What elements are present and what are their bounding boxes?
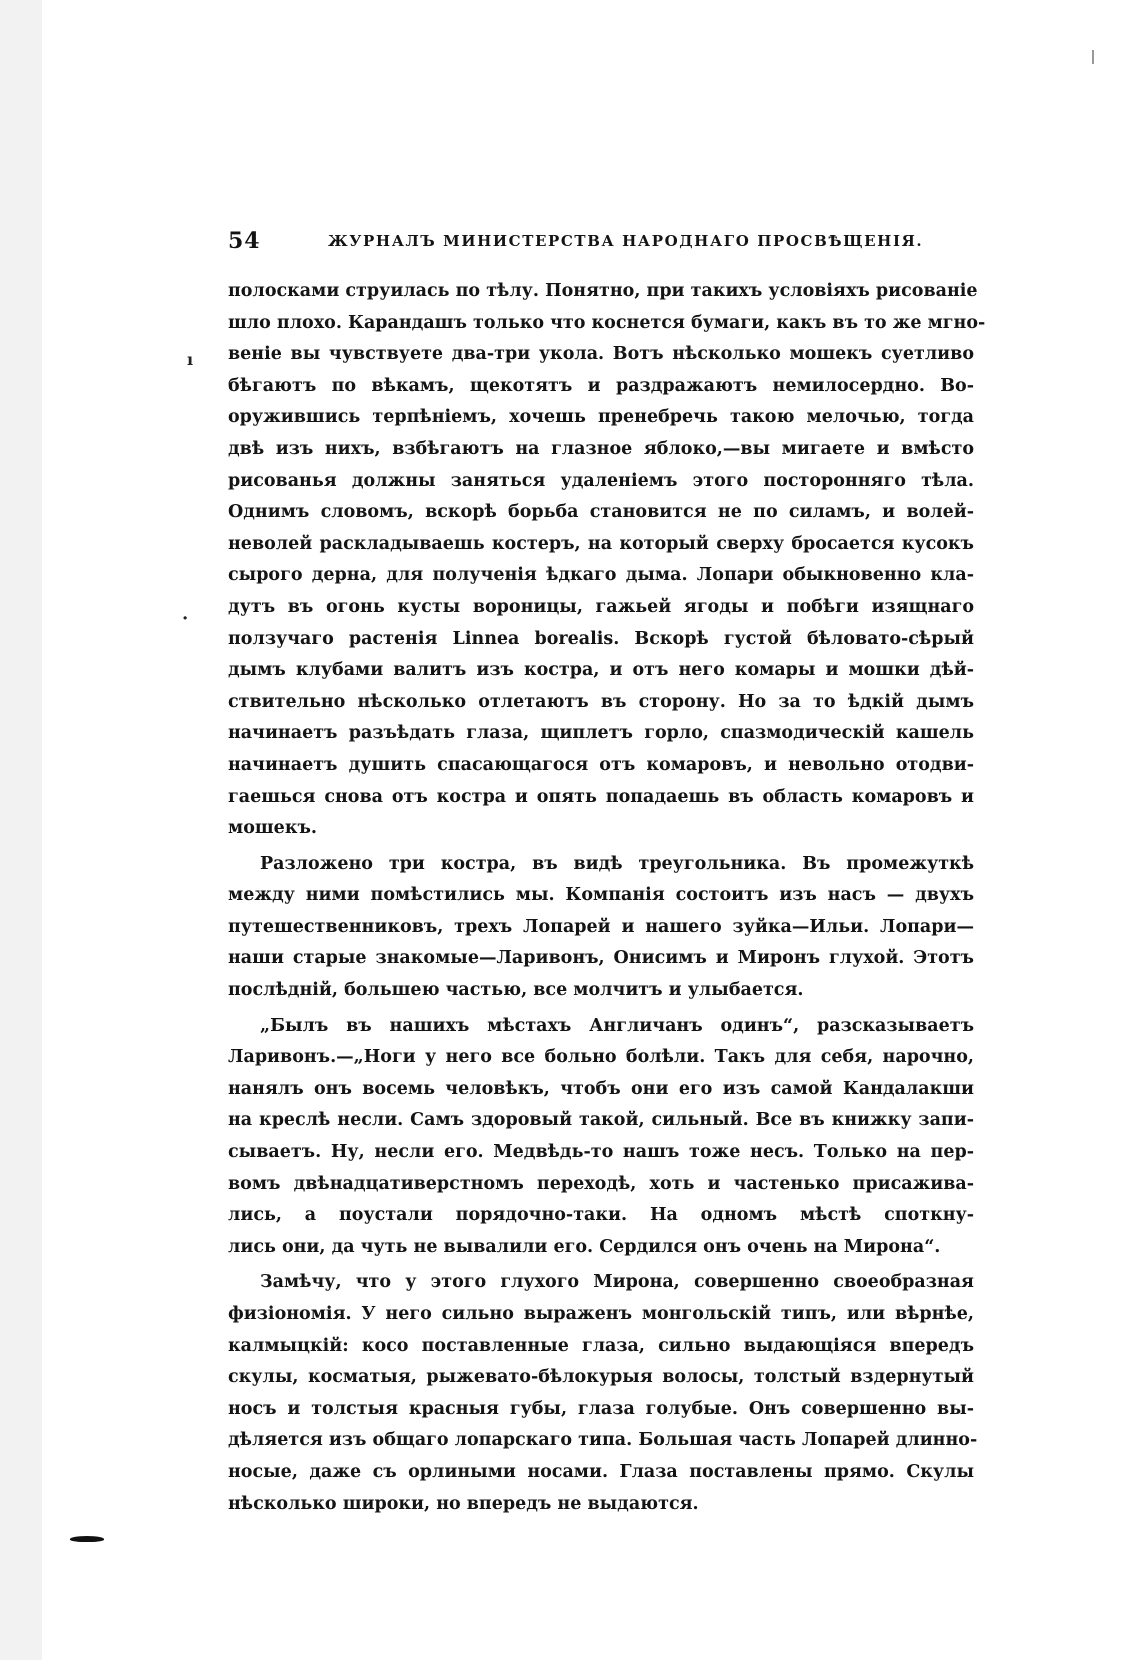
- text-line: ползучаго растенія Linnea borealis. Вскорѣ густой бѣловато-сѣрый: [228, 628, 974, 649]
- running-title: ЖУРНАЛЪ МИНИСТЕРСТВА НАРОДНАГО ПРОСВѢЩЕНІЯ.: [328, 232, 924, 250]
- paragraph: [228, 276, 986, 845]
- text-line: Разложено три костра, въ видѣ треугольника. Въ промежуткѣ: [260, 853, 974, 874]
- paragraph: [228, 1267, 978, 1520]
- text-line: носые, даже съ орлиными носами. Глаза поставлены прямо. Скулы: [228, 1461, 974, 1482]
- page-number: 54: [228, 228, 261, 254]
- text-line: дутъ въ огонь кусты вороницы, гажьей ягоды и побѣги изящнаго: [228, 596, 974, 617]
- text-line: ствительно нѣсколько отлетаютъ въ сторону. Но за то ѣдкій дымъ: [228, 691, 974, 712]
- text-line: наши старые знакомые—Ларивонъ, Онисимъ и Миронъ глухой. Этотъ: [228, 948, 974, 969]
- text-line: между ними помѣстились мы. Компанія состоитъ изъ насъ — двухъ: [228, 885, 974, 906]
- text-line: скулы, косматыя, рыжевато-бѣлокурыя волосы, толстый вздернутый: [228, 1367, 974, 1388]
- paragraph: [228, 849, 974, 1007]
- margin-mark: ·: [182, 608, 189, 629]
- text-line: нѣсколько широки, но впередъ не выдаются.: [228, 1493, 699, 1514]
- text-line: физіономія. У него сильно выраженъ монгольскій типъ, или вѣрнѣе,: [228, 1304, 974, 1324]
- text-line: начинаетъ душить спасающагося отъ комаровъ, и невольно отодви-: [228, 754, 974, 775]
- text-line: Однимъ словомъ, вскорѣ борьба становится не по силамъ, и волей-: [228, 502, 974, 523]
- text-line: шло плохо. Карандашъ только что коснется бумаги, какъ въ то же мгно-: [228, 312, 986, 333]
- text-line: оружившись терпѣніемъ, хочешь пренебречь такою мелочью, тогда: [228, 407, 974, 428]
- text-line: гаешься снова отъ костра и опять попадаешь въ область комаровъ и: [228, 786, 974, 807]
- text-line: сываетъ. Ну, несли его. Медвѣдь-то нашъ тоже несъ. Только на пер-: [228, 1142, 974, 1163]
- text-line: дымъ клубами валитъ изъ костра, и отъ него комары и мошки дѣй-: [228, 660, 974, 681]
- ink-dash-mark: [70, 1536, 104, 1542]
- text-line: носъ и толстыя красныя губы, глаза голубые. Онъ совершенно вы-: [228, 1398, 974, 1419]
- text-line: на креслѣ несли. Самъ здоровый такой, сильный. Все въ книжку запи-: [228, 1110, 974, 1131]
- text-line: лись, а поустали порядочно-таки. На одномъ мѣстѣ споткну-: [228, 1205, 974, 1226]
- text-line: неволей раскладываешь костеръ, на который сверху бросается кусокъ: [228, 533, 974, 554]
- paragraph: [228, 1011, 974, 1264]
- text-line: мошекъ.: [228, 818, 317, 839]
- text-line: Ларивонъ.—„Ноги у него все больно болѣли. Такъ для себя, нарочно,: [228, 1047, 974, 1068]
- text-line: послѣдній, большею частью, все молчитъ и улыбается.: [228, 980, 804, 1001]
- text-line: веніе вы чувствуете два-три укола. Вотъ нѣсколько мошекъ суетливо: [228, 344, 974, 365]
- text-line: нанялъ онъ восемь человѣкъ, чтобъ они его изъ самой Кандалакши: [228, 1078, 974, 1099]
- text-line: рисованья должны заняться удаленіемъ этого посторонняго тѣла.: [228, 470, 974, 491]
- text-line: дѣляется изъ общаго лопарскаго типа. Большая часть Лопарей длинно-: [228, 1430, 978, 1451]
- text-line: калмыцкій: косо поставленные глаза, сильно выдающіяся впередъ: [228, 1335, 974, 1356]
- page-header: [228, 228, 974, 258]
- text-line: бѣгаютъ по вѣкамъ, щекотятъ и раздражаютъ немилосердно. Во-: [228, 375, 974, 396]
- text-line: сырого дерна, для полученія ѣдкаго дыма. Лопари обыкновенно кла-: [228, 565, 974, 586]
- text-line: двѣ изъ нихъ, взбѣгаютъ на глазное яблоко,—вы мигаете и вмѣсто: [228, 438, 974, 459]
- text-line: путешественниковъ, трехъ Лопарей и нашего зуйка—Ильи. Лопари—: [228, 916, 974, 937]
- text-line: вомъ двѣнадцативерстномъ переходѣ, хоть и частенько присажива-: [228, 1173, 974, 1194]
- text-line: полосками струилась по тѣлу. Понятно, при такихъ условіяхъ рисованіе: [228, 281, 978, 301]
- text-line: лись они, да чуть не вывалили его. Сердился онъ очень на Мирона“.: [228, 1236, 941, 1257]
- text-line: „Былъ въ нашихъ мѣстахъ Англичанъ одинъ“, разсказываетъ: [260, 1015, 974, 1036]
- margin-tick: [1092, 50, 1094, 64]
- text-line: начинаетъ разъѣдать глаза, щиплетъ горло, спазмодическій кашель: [228, 723, 974, 744]
- text-line: Замѣчу, что у этого глухого Мирона, совершенно своеобразная: [260, 1272, 974, 1293]
- body-text: [228, 276, 986, 1520]
- margin-mark: ı: [187, 350, 194, 369]
